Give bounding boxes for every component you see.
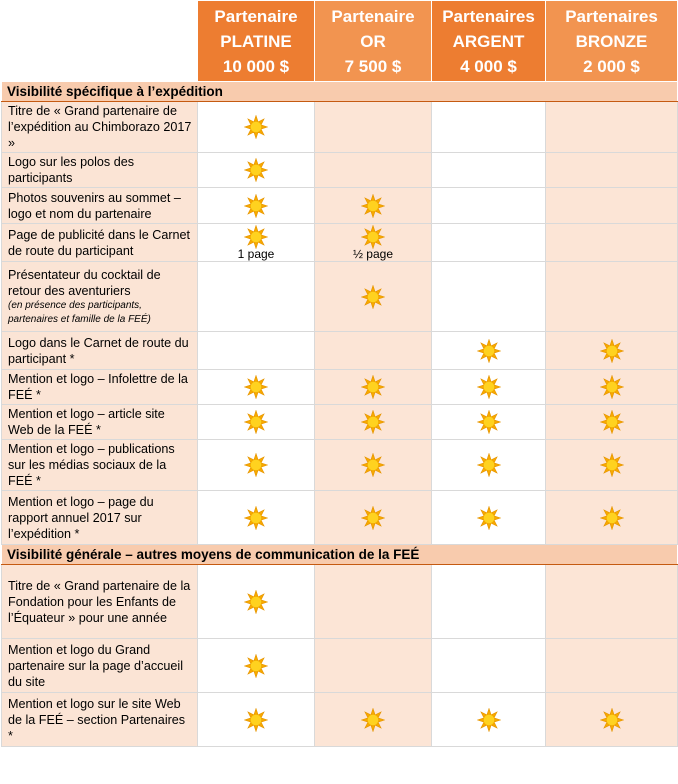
table-row [2,153,678,188]
sun-icon [244,410,268,434]
tier-cell [546,224,678,262]
sun-icon [600,506,624,530]
table-row [2,102,678,153]
sun-icon [600,375,624,399]
benefit-label: Présentateur du cocktail de retour des aventuriers [8,267,161,298]
table-row [2,224,678,262]
benefit-label: Logo dans le Carnet de route du participant * [8,335,189,366]
sun-icon [361,410,385,434]
tier-cell [198,153,315,188]
tier-cell [315,405,432,440]
tier-name-line2: ARGENT [452,31,525,51]
tier-cell [315,153,432,188]
sun-icon [361,194,385,218]
sun-icon [244,506,268,530]
benefit-cell [2,440,198,491]
tier-name-line1: Partenaire [331,6,415,26]
tier-cell [546,102,678,153]
table-row [2,262,678,332]
benefit-label: Titre de « Grand partenaire de la Fondation pour les Enfants de l’Équateur » pour une année [8,578,191,625]
section-header-row [2,82,678,102]
benefit-cell [2,370,198,405]
tier-cell [198,405,315,440]
section-title: Visibilité générale – autres moyens de communication de la FEÉ [2,545,678,565]
tier-cell [198,693,315,747]
sun-icon [477,453,501,477]
tier-name-line2: PLATINE [220,31,292,51]
benefit-label: Mention et logo – Infolettre de la FEÉ * [8,372,188,402]
sun-icon [244,590,268,614]
tier-cell [432,405,546,440]
sun-icon [244,194,268,218]
tier-note: 1 page [237,246,275,261]
tier-amount: 2 000 $ [583,56,640,76]
tier-cell [546,639,678,693]
benefit-cell [2,565,198,639]
tier-cell [432,262,546,332]
tier-cell [432,188,546,224]
sun-icon [477,708,501,732]
tier-note: ½ page [352,246,394,261]
sun-icon [244,225,268,249]
tier-header-or [315,1,432,82]
tier-cell [198,188,315,224]
table-row [2,693,678,747]
tier-cell [546,440,678,491]
sun-icon [244,453,268,477]
tier-cell [432,639,546,693]
tier-name-line1: Partenaire [214,6,298,26]
benefit-label: Mention et logo du Grand partenaire sur la page d’accueil du site [8,642,184,689]
sun-icon [361,285,385,309]
benefit-label: Mention et logo – publications sur les médias sociaux de la FEÉ * [8,442,175,488]
tier-cell [198,491,315,545]
tier-amount: 7 500 $ [344,56,402,76]
benefit-sublabel: (en présence des participants, partenaires et famille de la FEÉ) [8,299,151,325]
tier-cell [546,153,678,188]
tier-cell [432,224,546,262]
tier-header-bronze [546,1,678,82]
benefit-cell [2,102,198,153]
tier-cell [546,188,678,224]
tier-cell [432,491,546,545]
header-corner [2,1,198,82]
sun-icon [477,339,501,363]
tier-cell [198,262,315,332]
tier-cell [546,332,678,370]
tier-cell [198,639,315,693]
tier-cell [315,693,432,747]
sun-icon [244,158,268,182]
tier-cell [432,153,546,188]
table-row [2,370,678,405]
tier-cell [198,565,315,639]
tier-cell [315,370,432,405]
tier-cell [198,224,315,262]
tier-cell [315,262,432,332]
sun-icon [477,375,501,399]
sun-icon [477,410,501,434]
tier-name-line1: Partenaires [442,6,535,26]
sun-icon [244,654,268,678]
tier-cell [546,405,678,440]
tier-cell [315,332,432,370]
benefit-cell [2,693,198,747]
tier-header-row [2,1,678,82]
benefit-cell [2,332,198,370]
tier-cell [432,440,546,491]
sun-icon [361,225,385,249]
benefit-label: Logo sur les polos des participants [8,155,135,185]
tier-cell [546,693,678,747]
tier-cell [315,440,432,491]
tier-cell [432,565,546,639]
tier-cell [315,188,432,224]
benefit-label: Photos souvenirs au sommet – logo et nom du partenaire [8,190,181,221]
sun-icon [600,339,624,363]
benefit-label: Mention et logo – page du rapport annuel 2017 sur l’expédition * [8,494,154,541]
sun-icon [477,506,501,530]
tier-header-platine [198,1,315,82]
benefit-cell [2,491,198,545]
tier-cell [315,102,432,153]
sun-icon [361,506,385,530]
benefit-cell [2,188,198,224]
table-row [2,491,678,545]
tier-cell [198,440,315,491]
tier-cell [315,224,432,262]
tier-cell [315,565,432,639]
benefit-cell [2,262,198,332]
tier-cell [546,491,678,545]
table-body [2,82,678,747]
sun-icon [361,453,385,477]
benefit-cell [2,153,198,188]
sun-icon [600,410,624,434]
benefit-label: Mention et logo sur le site Web de la FEÉ – section Partenaires * [8,696,186,743]
tier-cell [198,102,315,153]
benefit-label: Titre de « Grand partenaire de l’expédition au Chimborazo 2017 » [8,104,192,150]
tier-header-argent [432,1,546,82]
tier-amount: 4 000 $ [460,56,517,76]
tier-cell [198,370,315,405]
tier-cell [432,102,546,153]
tier-name-line1: Partenaires [565,6,658,26]
tier-name-line2: OR [360,31,386,51]
table-row [2,188,678,224]
table-row [2,405,678,440]
tier-cell [198,332,315,370]
tier-cell [432,370,546,405]
sun-icon [361,375,385,399]
benefit-cell [2,224,198,262]
tier-cell [432,693,546,747]
benefit-cell [2,639,198,693]
tier-cell [546,370,678,405]
tier-cell [546,565,678,639]
tier-cell [315,639,432,693]
sun-icon [600,453,624,477]
benefit-label: Mention et logo – article site Web de la FEÉ * [8,407,165,437]
benefit-label: Page de publicité dans le Carnet de route du participant [8,227,191,258]
table-row [2,639,678,693]
sun-icon [600,708,624,732]
sun-icon [244,708,268,732]
tier-cell [315,491,432,545]
tier-amount: 10 000 $ [222,56,290,76]
partnership-table [1,0,678,747]
section-header-row [2,545,678,565]
section-title: Visibilité spécifique à l’expédition [2,82,678,102]
sun-icon [361,708,385,732]
table-row [2,565,678,639]
benefit-cell [2,405,198,440]
table-row [2,440,678,491]
tier-name-line2: BRONZE [575,31,648,51]
table-row [2,332,678,370]
tier-cell [432,332,546,370]
sun-icon [244,375,268,399]
sun-icon [244,115,268,139]
tier-cell [546,262,678,332]
